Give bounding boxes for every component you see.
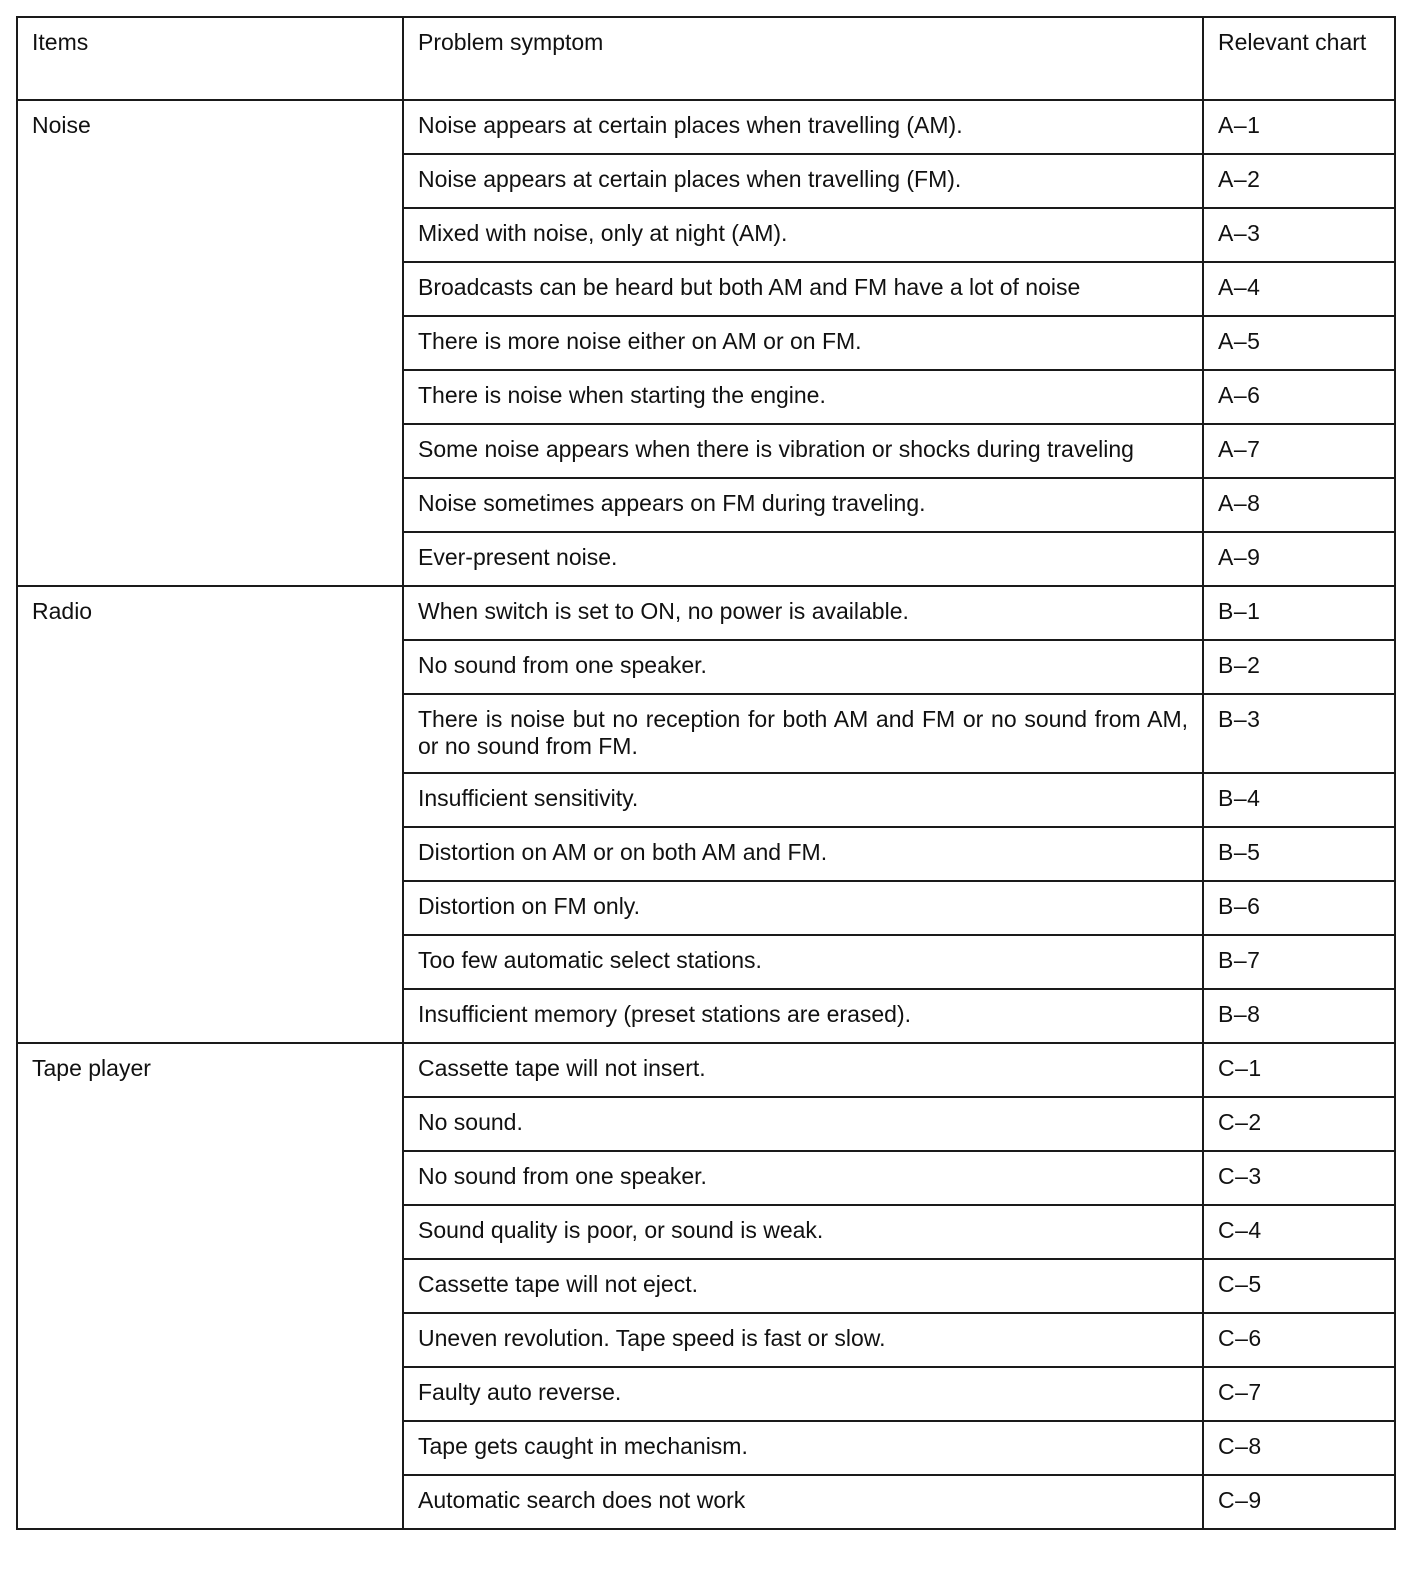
symptom-cell: Noise sometimes appears on FM during traveling.	[403, 478, 1203, 532]
item-noise: Noise	[17, 100, 403, 586]
chart-ref-cell: C–2	[1203, 1097, 1395, 1151]
symptom-cell: There is noise but no reception for both AM and FM or no sound from AM, or no sound from FM.	[403, 694, 1203, 773]
symptom-cell: Distortion on AM or on both AM and FM.	[403, 827, 1203, 881]
chart-ref-cell: B–8	[1203, 989, 1395, 1043]
troubleshooting-table	[16, 16, 1396, 1530]
chart-ref-cell: C–8	[1203, 1421, 1395, 1475]
symptom-cell: Noise appears at certain places when travelling (AM).	[403, 100, 1203, 154]
symptom-cell: No sound from one speaker.	[403, 1151, 1203, 1205]
chart-ref-cell: A–1	[1203, 100, 1395, 154]
symptom-cell: Cassette tape will not insert.	[403, 1043, 1203, 1097]
chart-ref-cell: B–2	[1203, 640, 1395, 694]
symptom-cell: Distortion on FM only.	[403, 881, 1203, 935]
table-row	[17, 100, 1395, 154]
symptom-cell: No sound.	[403, 1097, 1203, 1151]
symptom-cell: Mixed with noise, only at night (AM).	[403, 208, 1203, 262]
header-relevant-chart: Relevant chart	[1203, 17, 1395, 100]
item-radio: Radio	[17, 586, 403, 1043]
chart-ref-cell: A–2	[1203, 154, 1395, 208]
chart-ref-cell: A–6	[1203, 370, 1395, 424]
symptom-cell: When switch is set to ON, no power is available.	[403, 586, 1203, 640]
chart-ref-cell: B–3	[1203, 694, 1395, 773]
symptom-cell: Sound quality is poor, or sound is weak.	[403, 1205, 1203, 1259]
symptom-cell: Some noise appears when there is vibration or shocks during traveling	[403, 424, 1203, 478]
symptom-cell: Tape gets caught in mechanism.	[403, 1421, 1203, 1475]
chart-ref-cell: A–9	[1203, 532, 1395, 586]
symptom-cell: Ever-present noise.	[403, 532, 1203, 586]
table-row	[17, 1043, 1395, 1097]
symptom-cell: Too few automatic select stations.	[403, 935, 1203, 989]
table-row	[17, 586, 1395, 640]
chart-ref-cell: C–4	[1203, 1205, 1395, 1259]
chart-ref-cell: C–9	[1203, 1475, 1395, 1529]
chart-ref-cell: A–7	[1203, 424, 1395, 478]
chart-ref-cell: C–7	[1203, 1367, 1395, 1421]
symptom-cell: Automatic search does not work	[403, 1475, 1203, 1529]
chart-ref-cell: A–8	[1203, 478, 1395, 532]
header-items: Items	[17, 17, 403, 100]
symptom-cell: There is noise when starting the engine.	[403, 370, 1203, 424]
chart-ref-cell: A–4	[1203, 262, 1395, 316]
symptom-cell: Insufficient sensitivity.	[403, 773, 1203, 827]
chart-ref-cell: B–6	[1203, 881, 1395, 935]
header-problem-symptom: Problem symptom	[403, 17, 1203, 100]
symptom-cell: Faulty auto reverse.	[403, 1367, 1203, 1421]
chart-ref-cell: B–5	[1203, 827, 1395, 881]
chart-ref-cell: B–1	[1203, 586, 1395, 640]
header-row	[17, 17, 1395, 100]
symptom-cell: Noise appears at certain places when travelling (FM).	[403, 154, 1203, 208]
symptom-cell: There is more noise either on AM or on FM.	[403, 316, 1203, 370]
symptom-cell: Cassette tape will not eject.	[403, 1259, 1203, 1313]
symptom-cell: Broadcasts can be heard but both AM and FM have a lot of noise	[403, 262, 1203, 316]
chart-ref-cell: C–3	[1203, 1151, 1395, 1205]
chart-ref-cell: B–7	[1203, 935, 1395, 989]
chart-ref-cell: C–5	[1203, 1259, 1395, 1313]
symptom-cell: No sound from one speaker.	[403, 640, 1203, 694]
chart-ref-cell: C–1	[1203, 1043, 1395, 1097]
chart-ref-cell: A–5	[1203, 316, 1395, 370]
item-tape-player: Tape player	[17, 1043, 403, 1529]
chart-ref-cell: A–3	[1203, 208, 1395, 262]
symptom-cell: Insufficient memory (preset stations are erased).	[403, 989, 1203, 1043]
chart-ref-cell: B–4	[1203, 773, 1395, 827]
chart-ref-cell: C–6	[1203, 1313, 1395, 1367]
symptom-cell: Uneven revolution. Tape speed is fast or slow.	[403, 1313, 1203, 1367]
